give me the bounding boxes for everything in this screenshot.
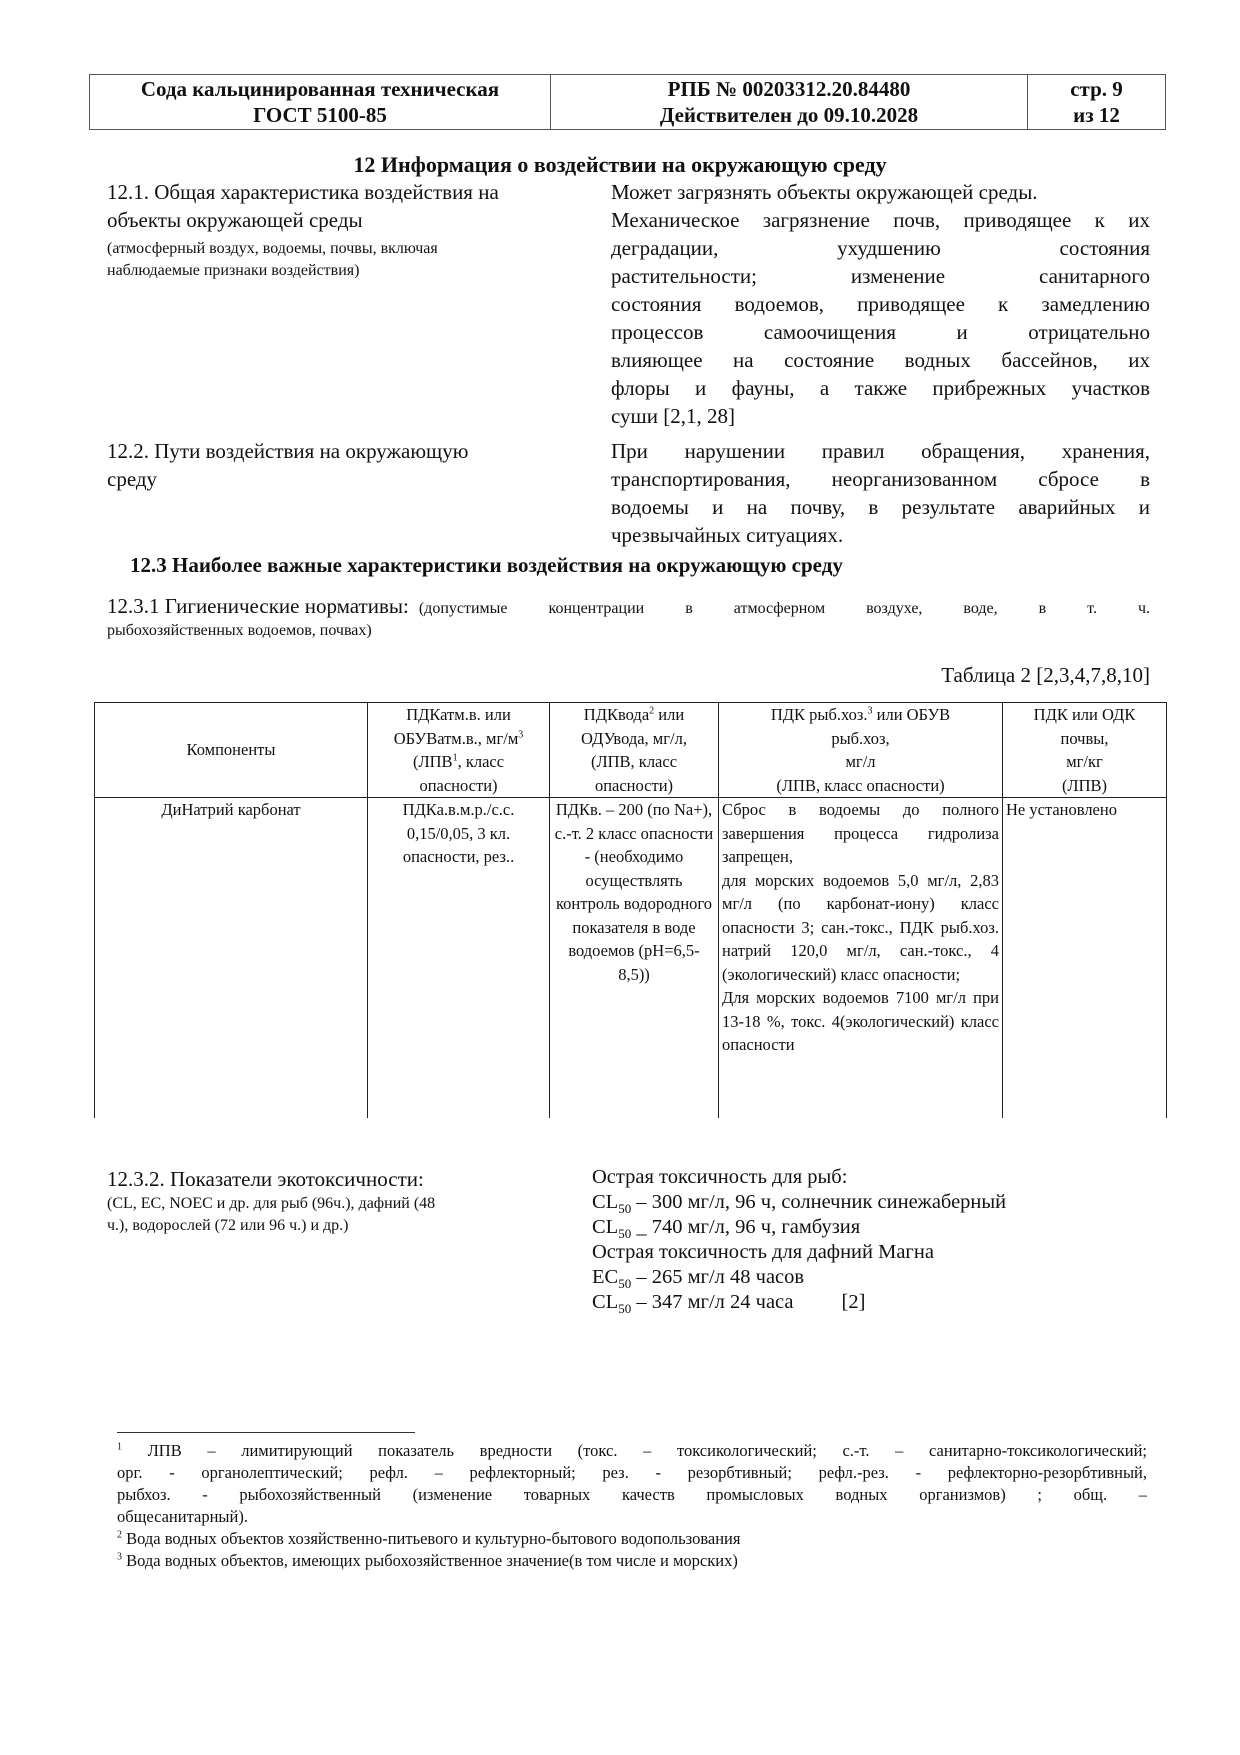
cell-water: ПДКв. – 200 (по Na+), с.-т. 2 класс опасности - (необходимо осуществлять контроль водородного показателя в воде водоемов (рН=6,5-8,5)) [550,798,719,1118]
s12-1-value-line: Может загрязнять объекты окружающей среды. [611,180,1038,204]
page-total: из 12 [1073,103,1120,127]
s12-3-1-note-cont: рыбохозяйственных водоемов, почвах) [107,622,372,639]
s12-2-value-line: транспортирования, неорганизованном сбросе в [611,467,1150,491]
s12-2-value-line: чрезвычайных ситуациях. [611,523,844,547]
header-text: (ЛПВ, класс опасности) [776,775,945,795]
header-text: ПДК или ОДК [1033,705,1136,724]
s12-1-value-line: растительности; изменение санитарного [611,264,1150,288]
header-text: мг/л [845,752,876,771]
metric-sub: 50 [618,1301,632,1317]
ecotoxicity-values [592,1165,1152,1315]
s12-1-label-line: 12.1. Общая характеристика воздействия на [107,180,499,204]
header-text: (ЛПВ) [1061,775,1108,795]
metric: CL [592,1191,619,1213]
s12-1-value-line: Механическое загрязнение почв, приводящее к их [611,208,1150,232]
s12-3-1-block [107,592,1150,642]
cell-component: ДиНатрий карбонат [95,798,368,1118]
reference: [2] [841,1291,866,1313]
footnote-3 [117,1550,1147,1572]
metric-sub: 50 [618,1226,632,1242]
s12-1-value-line: состояния водоемов, приводящее к замедлению [611,292,1150,316]
section-title: 12 Информация о воздействии на окружающую среду [353,152,887,177]
header-text: мг/кг [1066,752,1103,771]
header-text: или ОБУВ [872,705,951,724]
table-row [95,798,1167,1118]
footnote-text: Вода водных объектов, имеющих рыбохозяйственное значение(в том числе и морских) [122,1551,738,1570]
toxicity-line [592,1215,1152,1240]
registration-cell [551,75,1028,129]
header-text: ПДКвода [583,705,650,724]
daphnia-toxicity-title: Острая токсичность для дафний Магна [592,1241,934,1263]
product-name: Сода кальцинированная техническая [140,77,500,101]
cell-soil: Не установлено [1003,798,1167,1118]
header-text: , класс [457,752,505,771]
footnote-number: 2 [117,1529,122,1541]
footnote-ref: 2 [649,705,655,717]
header-text: ПДКатм.в. или [406,705,511,724]
cell-text: Сброс в водоемы до полного завершения процесса гидролиза запрещен, [722,800,999,866]
table-caption: Таблица 2 [2,3,4,7,8,10] [941,663,1150,687]
footnote-ref: 1 [452,752,458,764]
s12-1-note [107,238,587,282]
footnote-separator [117,1432,415,1433]
footnote-ref: 3 [867,705,873,717]
header-text: или [654,705,685,724]
cell-fishery [719,798,1003,1118]
s12-1-value-line: суши [2,1, 28] [611,404,735,428]
page-current: стр. 9 [1070,77,1123,101]
s12-1-value [611,178,1150,430]
metric-value: _ 740 мг/л, 96 ч, гамбузия [631,1216,861,1238]
s12-1-value-line: процессов самоочищения и отрицательно [611,320,1150,344]
toxicity-line [592,1190,1152,1215]
footnote-text: рыбхоз. - рыбохозяйственный (изменение товарных качеств промысловых водных организмов) ; общ. – [117,1485,1147,1504]
s12-2-value-line: При нарушении правил обращения, хранения, [611,439,1150,463]
footnote-number: 1 [117,1441,122,1453]
superscript: 3 [518,729,524,740]
metric: CL [592,1216,619,1238]
s12-3-2-note: ч.), водорослей (72 или 96 ч.) и др.) [107,1217,349,1234]
s12-1-value-line: деградации, ухудшению состояния [611,236,1150,260]
s12-3-2-label-block [107,1165,557,1237]
header-text: опасности) [419,775,498,795]
valid-until: Действителен до 09.10.2028 [659,103,919,127]
s12-2-value-line: водоемы и на почву, в результате аварийных и [611,495,1150,519]
s12-1-value-line: флоры и фауны, а также прибрежных участков [611,376,1150,400]
product-cell [90,75,551,129]
metric-sub: 50 [618,1201,632,1217]
col-header-water [550,703,719,798]
s12-1-note-line: (атмосферный воздух, водоемы, почвы, включая [107,240,438,257]
col-header-soil [1003,703,1167,798]
fish-toxicity-title: Острая токсичность для рыб: [592,1166,848,1188]
header-text: ПДК рыб.хоз. [770,705,868,724]
toxicity-line [592,1290,1152,1315]
s12-2-label-line: среду [107,467,158,491]
registration-number: РПБ № 00203312.20.84480 [667,77,911,101]
footnote-text: орг. - органолептический; рефл. – рефлекторный; рез. - резорбтивный; рефл.-рез. - рефлекторно-резорбтивный, [117,1463,1147,1482]
s12-3-1-note: (допустимые концентрации в атмосферном воздухе, воде, в т. ч. [418,600,1150,617]
s12-3-2-note: (CL, EC, NOEC и др. для рыб (96ч.), дафний (48 [107,1195,436,1212]
s12-2-label-line: 12.2. Пути воздействия на окружающую [107,439,469,463]
header-text: ОБУВатм.в., мг/м [393,728,519,748]
product-standard: ГОСТ 5100-85 [253,103,387,127]
header-text: рыб.хоз, [831,728,890,748]
cell-air: ПДКа.в.м.р./с.с. 0,15/0,05, 3 кл. опасности, рез.. [368,798,550,1118]
footnote-text: Вода водных объектов хозяйственно-питьевого и культурно-бытового водопользования [122,1529,741,1548]
s12-3-1-label: 12.3.1 Гигиенические нормативы: [107,594,409,618]
metric-sub: 50 [618,1276,632,1292]
footnote-text: общесанитарный). [117,1507,248,1526]
s12-3-title: 12.3 Наиболее важные характеристики воздействия на окружающую среду [130,553,843,577]
s12-1-label-line: объекты окружающей среды [107,208,363,232]
header-text: почвы, [1060,728,1109,748]
metric-value: – 265 мг/л 48 часов [631,1266,805,1288]
metric-value: – 300 мг/л, 96 ч, солнечник синежаберный [631,1191,1007,1213]
metric: EC [592,1266,619,1288]
hygiene-standards-table [94,702,1167,1118]
header-text: опасности) [594,775,674,795]
header-text: Компоненты [186,740,276,760]
cell-text: для морских водоемов 5,0 мг/л, 2,83 мг/л (по карбонат-иону) класс опасности 3; сан.-токс., ПДК рыб.хоз. натрий 120,0 мг/л, сан.-токс., 4 (экологический) класс опасности; [722,870,999,984]
s12-1-label [107,178,587,234]
footnote-2 [117,1528,1147,1550]
table-header-row [95,703,1167,798]
toxicity-line [592,1265,1152,1290]
page-number-cell [1028,75,1165,129]
document-header-table [89,74,1166,130]
col-header-fishery [719,703,1003,798]
metric-value: – 347 мг/л 24 часа [631,1291,794,1313]
metric: CL [592,1291,619,1313]
col-header-components [95,703,368,798]
header-text: ОДУвода, мг/л, [581,728,687,748]
s12-1-value-line: влияющее на состояние водных бассейнов, их [611,348,1150,372]
col-header-air [368,703,550,798]
s12-3-2-label: 12.3.2. Показатели экотоксичности: [107,1167,424,1191]
footnote-text: ЛПВ – лимитирующий показатель вредности (токс. – токсикологический; с.-т. – санитарно-токсикологический; [122,1441,1147,1460]
s12-2-label [107,437,587,493]
s12-1-note-line: наблюдаемые признаки воздействия) [107,262,360,279]
cell-text: Для морских водоемов 7100 мг/л при 13-18 %, токс. 4(экологический) класс опасности [722,988,999,1054]
header-text: (ЛПВ, класс [590,752,678,771]
header-text: (ЛПВ [412,752,453,771]
footnote-number: 3 [117,1551,122,1563]
s12-2-value [611,437,1150,549]
footnote-1 [117,1440,1147,1528]
